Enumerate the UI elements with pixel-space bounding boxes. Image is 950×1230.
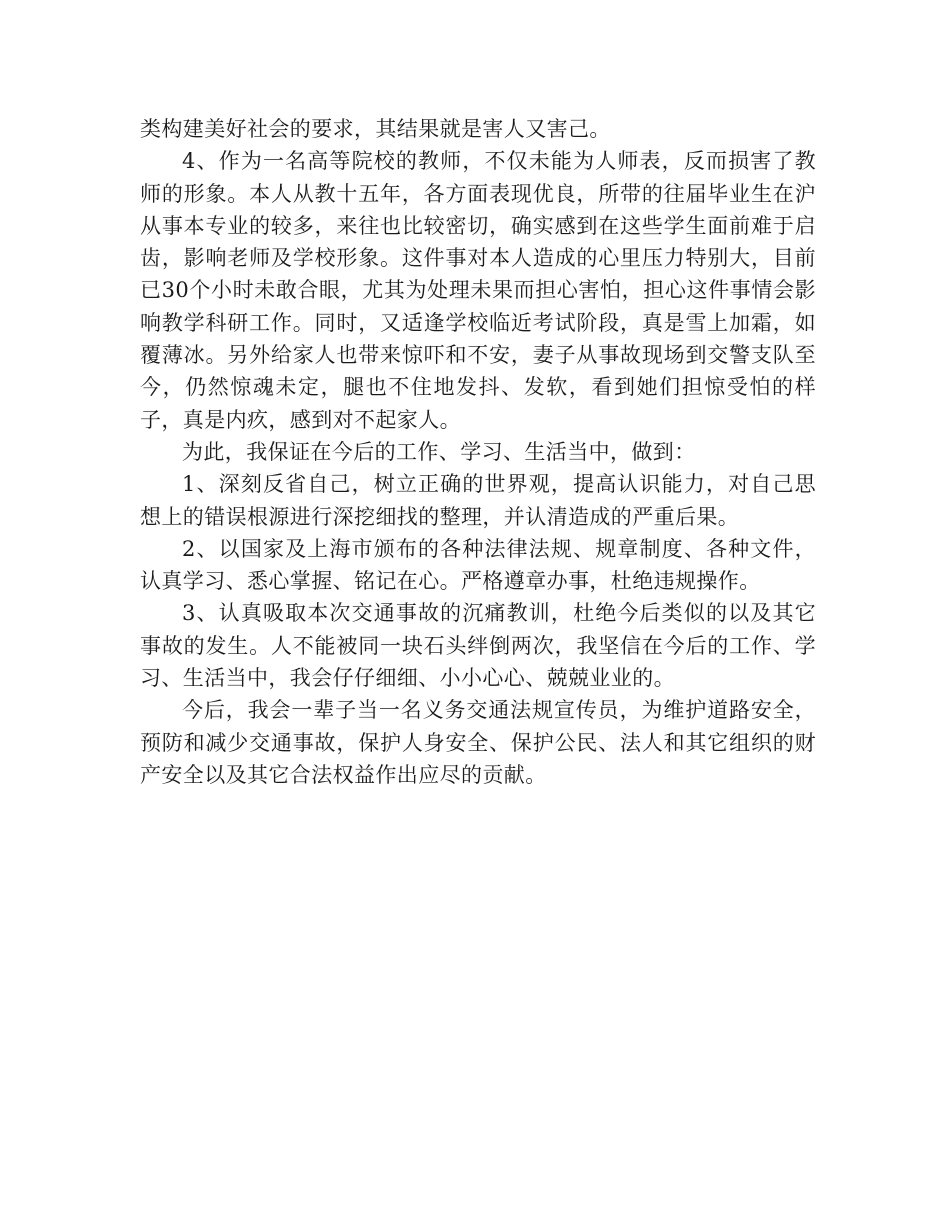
- paragraph-item-4: 4、作为一名高等院校的教师，不仅未能为人师表，反而损害了教师的形象。本人从教十五年，各方面表现优良，所带的往届毕业生在沪从事本专业的较多，来往也比较密切，确实感到在这些学生面前难于启齿，影响老师及学校形象。这件事对本人造成的心里压力特别大，目前已30个小时未敢合眼，尤其为处理未果而担心害怕，担心这件事情会影响教学科研工作。同时，又适逢学校临近考试阶段，真是雪上加霜，如覆薄冰。另外给家人也带来惊吓和不安，妻子从事故现场到交警支队至今，仍然惊魂未定，腿也不住地发抖、发软，看到她们担惊受怕的样子，真是内疚，感到对不起家人。: [140, 149, 816, 432]
- paragraph-pledge-2: 2、以国家及上海市颁布的各种法律法规、规章制度、各种文件，认真学习、悉心掌握、铭记在心。严格遵章办事，杜绝违规操作。: [140, 536, 816, 594]
- paragraph-continuation: 类构建美好社会的要求，其结果就是害人又害己。: [140, 117, 611, 141]
- paragraph-pledge-3: 3、认真吸取本次交通事故的沉痛教训，杜绝今后类似的以及其它事故的发生。人不能被同一块石头绊倒两次，我坚信在今后的工作、学习、生活当中，我会仔仔细细、小小心心、兢兢业业的。: [140, 601, 816, 691]
- paragraph-closing: 今后，我会一辈子当一名义务交通法规宣传员，为维护道路安全，预防和减少交通事故，保护人身安全、保护公民、法人和其它组织的财产安全以及其它合法权益作出应尽的贡献。: [140, 698, 816, 787]
- paragraph-pledge-1: 1、深刻反省自己，树立正确的世界观，提高认识能力，对自己思想上的错误根源进行深挖细找的整理，并认清造成的严重后果。: [140, 472, 816, 529]
- document-body: [140, 113, 816, 791]
- paragraph-pledge-intro: 为此，我保证在今后的工作、学习、生活当中，做到：: [182, 439, 696, 464]
